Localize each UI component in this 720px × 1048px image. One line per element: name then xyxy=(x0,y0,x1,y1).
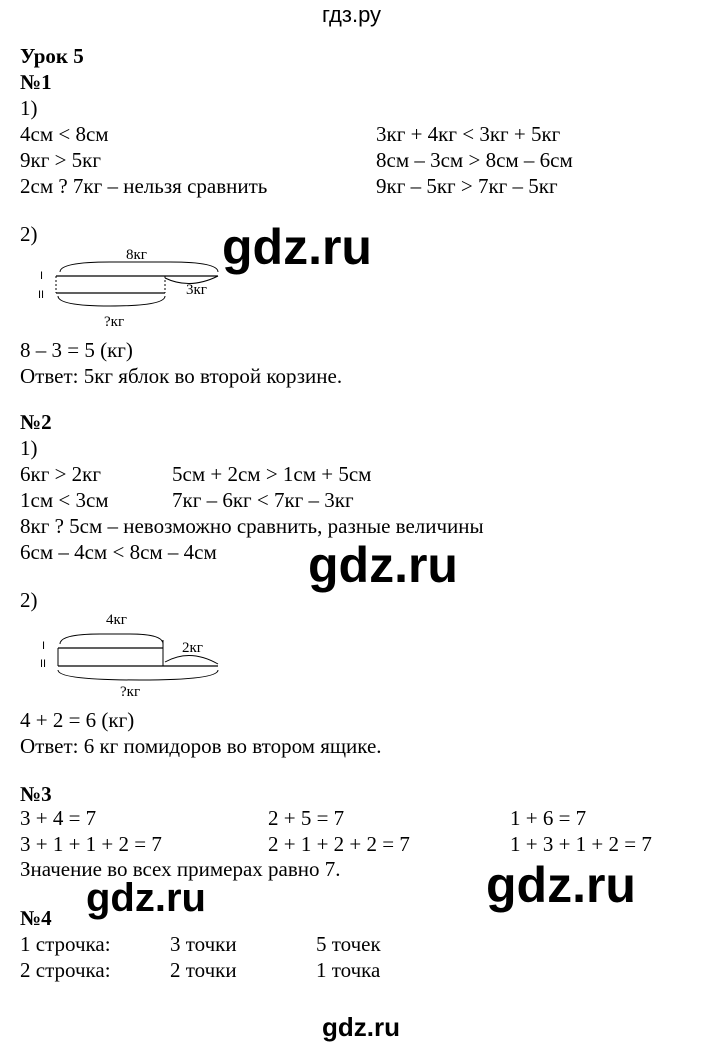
task3-expression: 3 + 4 = 7 xyxy=(20,806,97,830)
task4-cell: 3 точки xyxy=(170,932,237,956)
task1-part2-label: 2) xyxy=(20,222,38,246)
diagram-extra-label: 3кг xyxy=(186,282,207,298)
task2-label: №2 xyxy=(20,410,52,434)
task2-line: 7кг – 6кг < 7кг – 3кг xyxy=(172,488,354,512)
watermark: gdz.ru xyxy=(486,857,636,913)
diagram-bottom-label: ?кг xyxy=(120,684,141,700)
task1-part1-label: 1) xyxy=(20,96,38,120)
diagram-row-label: I xyxy=(40,270,44,282)
task4-cell: 2 точки xyxy=(170,958,237,982)
task3-conclusion: Значение во всех примерах равно 7. xyxy=(20,857,341,881)
task1-left-line: 2см ? 7кг – нельзя сравнить xyxy=(20,174,268,198)
site-footer: gdz.ru xyxy=(322,1012,400,1042)
task2-part2-label: 2) xyxy=(20,588,38,612)
task2-equation: 4 + 2 = 6 (кг) xyxy=(20,708,135,732)
diagram-top-label: 8кг xyxy=(126,247,147,263)
task1-label: №1 xyxy=(20,70,52,94)
diagram-row-label: II xyxy=(38,289,45,301)
diagram-top-label: 4кг xyxy=(106,612,127,628)
task3-expression: 1 + 6 = 7 xyxy=(510,806,587,830)
task3-expression: 3 + 1 + 1 + 2 = 7 xyxy=(20,832,162,856)
task4-label: №4 xyxy=(20,906,52,930)
task3-expression: 1 + 3 + 1 + 2 = 7 xyxy=(510,832,652,856)
diagram-extra-label: 2кг xyxy=(182,640,203,656)
site-header: гдз.ру xyxy=(322,2,382,27)
task4-cell: 2 строчка: xyxy=(20,958,111,982)
task2-line: 6см – 4см < 8см – 4см xyxy=(20,540,217,564)
task1-left-line: 4см < 8см xyxy=(20,122,109,146)
task2-part1-label: 1) xyxy=(20,436,38,460)
task3-expression: 2 + 5 = 7 xyxy=(268,806,345,830)
task4-cell: 5 точек xyxy=(316,932,381,956)
watermark: gdz.ru xyxy=(222,219,372,275)
diagram-bottom-label: ?кг xyxy=(104,314,125,330)
watermark: gdz.ru xyxy=(308,537,458,593)
task1-equation: 8 – 3 = 5 (кг) xyxy=(20,338,133,362)
diagram-row-label: I xyxy=(42,640,46,652)
task1-right-line: 8см – 3см > 8см – 6см xyxy=(376,148,573,172)
task4-cell: 1 точка xyxy=(316,958,381,982)
task3-expression: 2 + 1 + 2 + 2 = 7 xyxy=(268,832,410,856)
task2-answer: Ответ: 6 кг помидоров во втором ящике. xyxy=(20,734,382,758)
task2-line: 1см < 3см xyxy=(20,488,109,512)
task4-cell: 1 строчка: xyxy=(20,932,111,956)
diagram-row-label: II xyxy=(40,658,47,670)
task2-line: 6кг > 2кг xyxy=(20,462,101,486)
lesson-title: Урок 5 xyxy=(20,44,84,68)
task1-right-line: 3кг + 4кг < 3кг + 5кг xyxy=(376,122,561,146)
task1-right-line: 9кг – 5кг > 7кг – 5кг xyxy=(376,174,558,198)
task2-line: 5см + 2см > 1см + 5см xyxy=(172,462,372,486)
task1-answer: Ответ: 5кг яблок во второй корзине. xyxy=(20,364,343,388)
task3-label: №3 xyxy=(20,782,52,806)
task1-left-line: 9кг > 5кг xyxy=(20,148,101,172)
task2-line: 8кг ? 5см – невозможно сравнить, разные величины xyxy=(20,514,484,538)
watermark: gdz.ru xyxy=(86,876,206,920)
